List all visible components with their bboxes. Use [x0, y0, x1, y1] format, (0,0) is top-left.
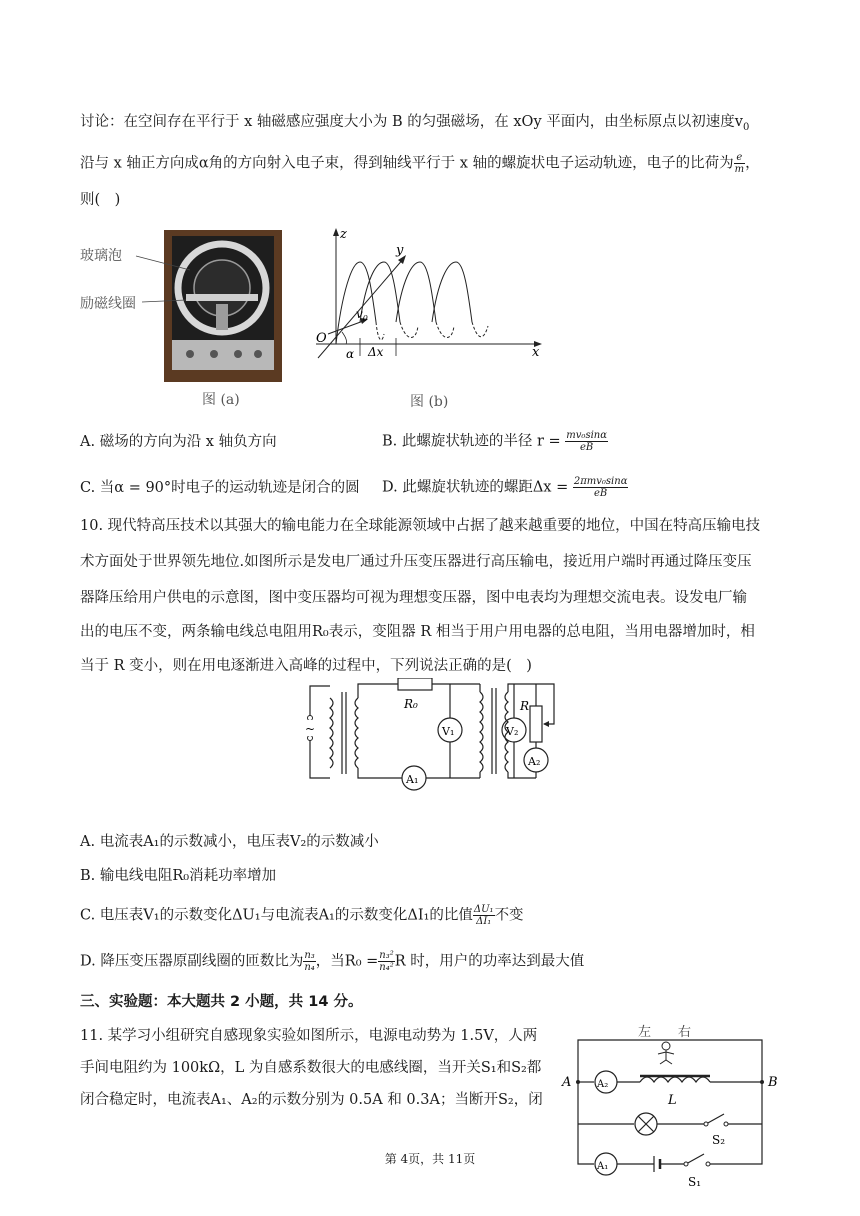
q9-option-a[interactable]: A. 磁场的方向为沿 x 轴负方向: [80, 434, 277, 450]
charge-mass-fraction: $\frac{e}{m}$: [734, 152, 745, 175]
inductor-l: L: [668, 1093, 677, 1108]
meter-a2: A₂: [597, 1079, 609, 1090]
q9-option-b[interactable]: B. 此螺旋状轨迹的半径 r = $\frac{\text{mv₀sinα}}{eB}$: [382, 430, 607, 453]
q10-stem-line-4: 出的电压不变，两条输电线总电阻用R₀表示，变阻器 R 相当于用户用电器的总电阻，当用电器增加时，相: [80, 624, 755, 640]
caption-figure-b: 图 (b): [410, 394, 449, 410]
label-left: 左: [638, 1025, 652, 1040]
switch-s1: S₁: [688, 1175, 702, 1189]
pitch-label: Δx: [368, 345, 384, 359]
q10-option-c[interactable]: C. 电压表V₁的示数变化ΔU₁与电流表A₁的示数变化ΔI₁的比值 $\frac{\text{ΔU₁}}{\text{ΔI₁}}$ 不变: [80, 904, 524, 927]
label-r: R: [520, 699, 530, 713]
spiral-loop-4: [432, 262, 472, 322]
coil-crossbar: [186, 294, 258, 301]
figure-b: [306, 222, 556, 416]
meter-v1: V₁: [442, 725, 455, 738]
page-footer: 第 4页，共 11页: [384, 1152, 476, 1166]
q11-stem-line-2: 手间电阻约为 100kΩ，L 为自感系数很大的电感线圈，当开关S₁和S₂都: [80, 1060, 542, 1076]
caption-figure-a: 图 (a): [202, 392, 240, 408]
label-right: 右: [678, 1025, 692, 1040]
q10-stem-line-5: 当于 R 变小，则在用电逐渐进入高峰的过程中，下列说法正确的是( ): [80, 658, 532, 674]
meter-a1: A₁: [406, 773, 419, 786]
axis-label-y: y: [396, 243, 404, 258]
origin-label: O: [316, 331, 327, 346]
spiral-loop-1: [336, 262, 376, 344]
q9-stem-line-2: 沿与 x 轴正方向成α角的方向射入电子束，得到轴线平行于 x 轴的螺旋状电子运动轨迹，电子的比荷为 $\frac{e}{m}$ ，: [80, 152, 760, 175]
transmission-circuit: [290, 678, 570, 796]
meter-a1: A₁: [597, 1161, 609, 1172]
q11-stem-line-3: 闭合稳定时，电流表A₁、A₂的示数分别为 0.5A 和 0.3A；当断开S₂，闭: [80, 1092, 543, 1108]
spiral-loop-3: [396, 262, 436, 322]
axis-label-x: x: [532, 345, 540, 360]
label-r0: R₀: [404, 697, 418, 711]
q9-option-d[interactable]: D. 此螺旋状轨迹的螺距Δx = $\frac{\text{2πmv₀sinα}}{eB}$: [382, 476, 628, 499]
q10-stem-line-2: 术方面处于世界领先地位.如图所示是发电厂通过升压变压器进行高压输电，接近用户端时再通过降压变压: [80, 554, 752, 570]
q9-stem-line-1: 讨论：在空间存在平行于 x 轴磁感应强度大小为 B 的匀强磁场，在 xOy 平面内，由坐标原点以初速度$v_0$: [80, 114, 750, 133]
ac-source-symbol: ~: [305, 722, 316, 736]
q11-stem-line-1: 11. 某学习小组研究自感现象实验如图所示，电源电动势为 1.5V，人两: [80, 1028, 538, 1044]
person-icon: [658, 1042, 674, 1064]
v0-label: $v_0$: [356, 307, 368, 323]
q10-stem-line-3: 器降压给用户供电的示意图，图中变压器均可视为理想变压器，图中电表均为理想交流电表。设发电厂输: [80, 590, 747, 606]
alpha-label: α: [346, 347, 355, 361]
q9-option-c[interactable]: C. 当α = 90°时电子的运动轨迹是闭合的圆: [80, 480, 360, 496]
q10-stem-line-1: 10. 现代特高压技术以其强大的输电能力在全球能源领域中占据了越来越重要的地位，中国在特高压输电技: [80, 518, 761, 534]
switch-s2: S₂: [712, 1133, 726, 1147]
spiral-loop-2: [360, 262, 400, 322]
label-excitation-coil: 励磁线圈: [80, 296, 136, 312]
q9-stem-line-3: 则( ): [80, 192, 121, 208]
q10-option-a[interactable]: A. 电流表A₁的示数减小，电压表V₂的示数减小: [80, 834, 379, 850]
section-title: 三、实验题：本大题共 2 小题，共 14 分。: [80, 994, 363, 1010]
bulb-stand: [216, 304, 228, 330]
q10-option-b[interactable]: B. 输电线电阻R₀消耗功率增加: [80, 868, 277, 884]
meter-v2: V₂: [506, 725, 519, 738]
label-glass-bulb: 玻璃泡: [80, 248, 122, 264]
axis-label-z: z: [340, 227, 347, 242]
figure-a: [78, 226, 288, 416]
q10-option-d[interactable]: D. 降压变压器原副线圈的匝数比为 $\frac{\text{n₃}}{\text{n₄}}$ ，当R₀ = $\frac{\text{n₃²}}{\text{n₄²}}$ R 时，用户的功率达到最大值: [80, 950, 585, 973]
node-a: A: [562, 1075, 572, 1090]
node-b: B: [768, 1075, 778, 1090]
meter-a2: A₂: [528, 755, 541, 768]
